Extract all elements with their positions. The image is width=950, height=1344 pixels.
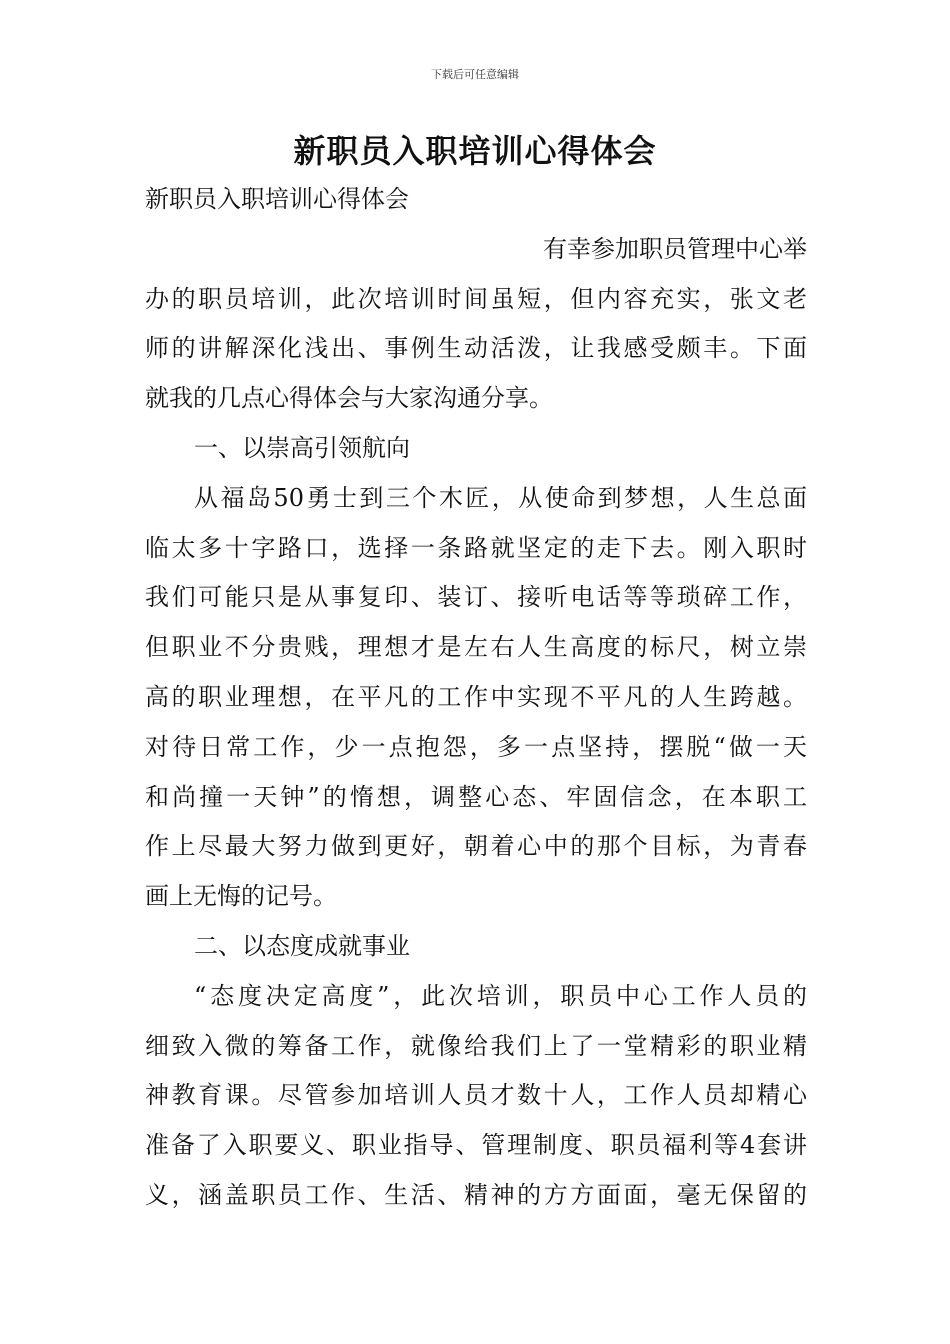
paragraph-line: 有幸参加职员管理中心举	[543, 234, 807, 263]
paragraph-line: 从福岛50勇士到三个木匠，从使命到梦想，人生总面	[194, 483, 807, 512]
paragraph-line: 高的职业理想，在平凡的工作中实现不平凡的人生跨越。	[145, 682, 807, 711]
paragraph-line: 师的讲解深化浅出、事例生动活泼，让我感受颇丰。下面	[145, 334, 807, 363]
paragraph-line: 作上尽最大努力做到更好，朝着心中的那个目标，为青春	[145, 832, 807, 861]
paragraph-line: 但职业不分贵贱，理想才是左右人生高度的标尺，树立崇	[145, 633, 807, 662]
paragraph-line: 对待日常工作，少一点抱怨，多一点坚持，摆脱“做一天	[145, 732, 807, 761]
paragraph-line: 义，涵盖职员工作、生活、精神的方方面面，毫无保留的	[145, 1180, 807, 1209]
paragraph-line: “态度决定高度”，此次培训，职员中心工作人员的	[194, 981, 807, 1010]
section-heading: 一、以崇高引领航向	[194, 433, 410, 462]
document-body	[145, 175, 807, 1221]
paragraph-line: 准备了入职要义、职业指导、管理制度、职员福利等4套讲	[145, 1131, 807, 1160]
paragraph-line: 神教育课。尽管参加培训人员才数十人，工作人员却精心	[145, 1081, 807, 1110]
document-title: 新职员入职培训心得体会	[293, 132, 657, 170]
header-note: 下载后可任意编辑	[431, 68, 519, 81]
paragraph-line: 细致入微的筹备工作，就像给我们上了一堂精彩的职业精	[145, 1031, 807, 1060]
paragraph-line: 就我的几点心得体会与大家沟通分享。	[145, 384, 553, 413]
paragraph-line: 我们可能只是从事复印、装订、接听电话等等琐碎工作，	[145, 583, 807, 612]
section-heading: 二、以态度成就事业	[194, 931, 410, 960]
paragraph-line: 和尚撞一天钟”的惰想，调整心态、牢固信念，在本职工	[145, 782, 807, 811]
paragraph-line: 临太多十字路口，选择一条路就坚定的走下去。刚入职时	[145, 533, 807, 562]
paragraph-line: 办的职员培训，此次培训时间虽短，但内容充实，张文老	[145, 284, 807, 313]
paragraph-line: 画上无悔的记号。	[145, 882, 337, 911]
document-subtitle: 新职员入职培训心得体会	[145, 185, 409, 213]
